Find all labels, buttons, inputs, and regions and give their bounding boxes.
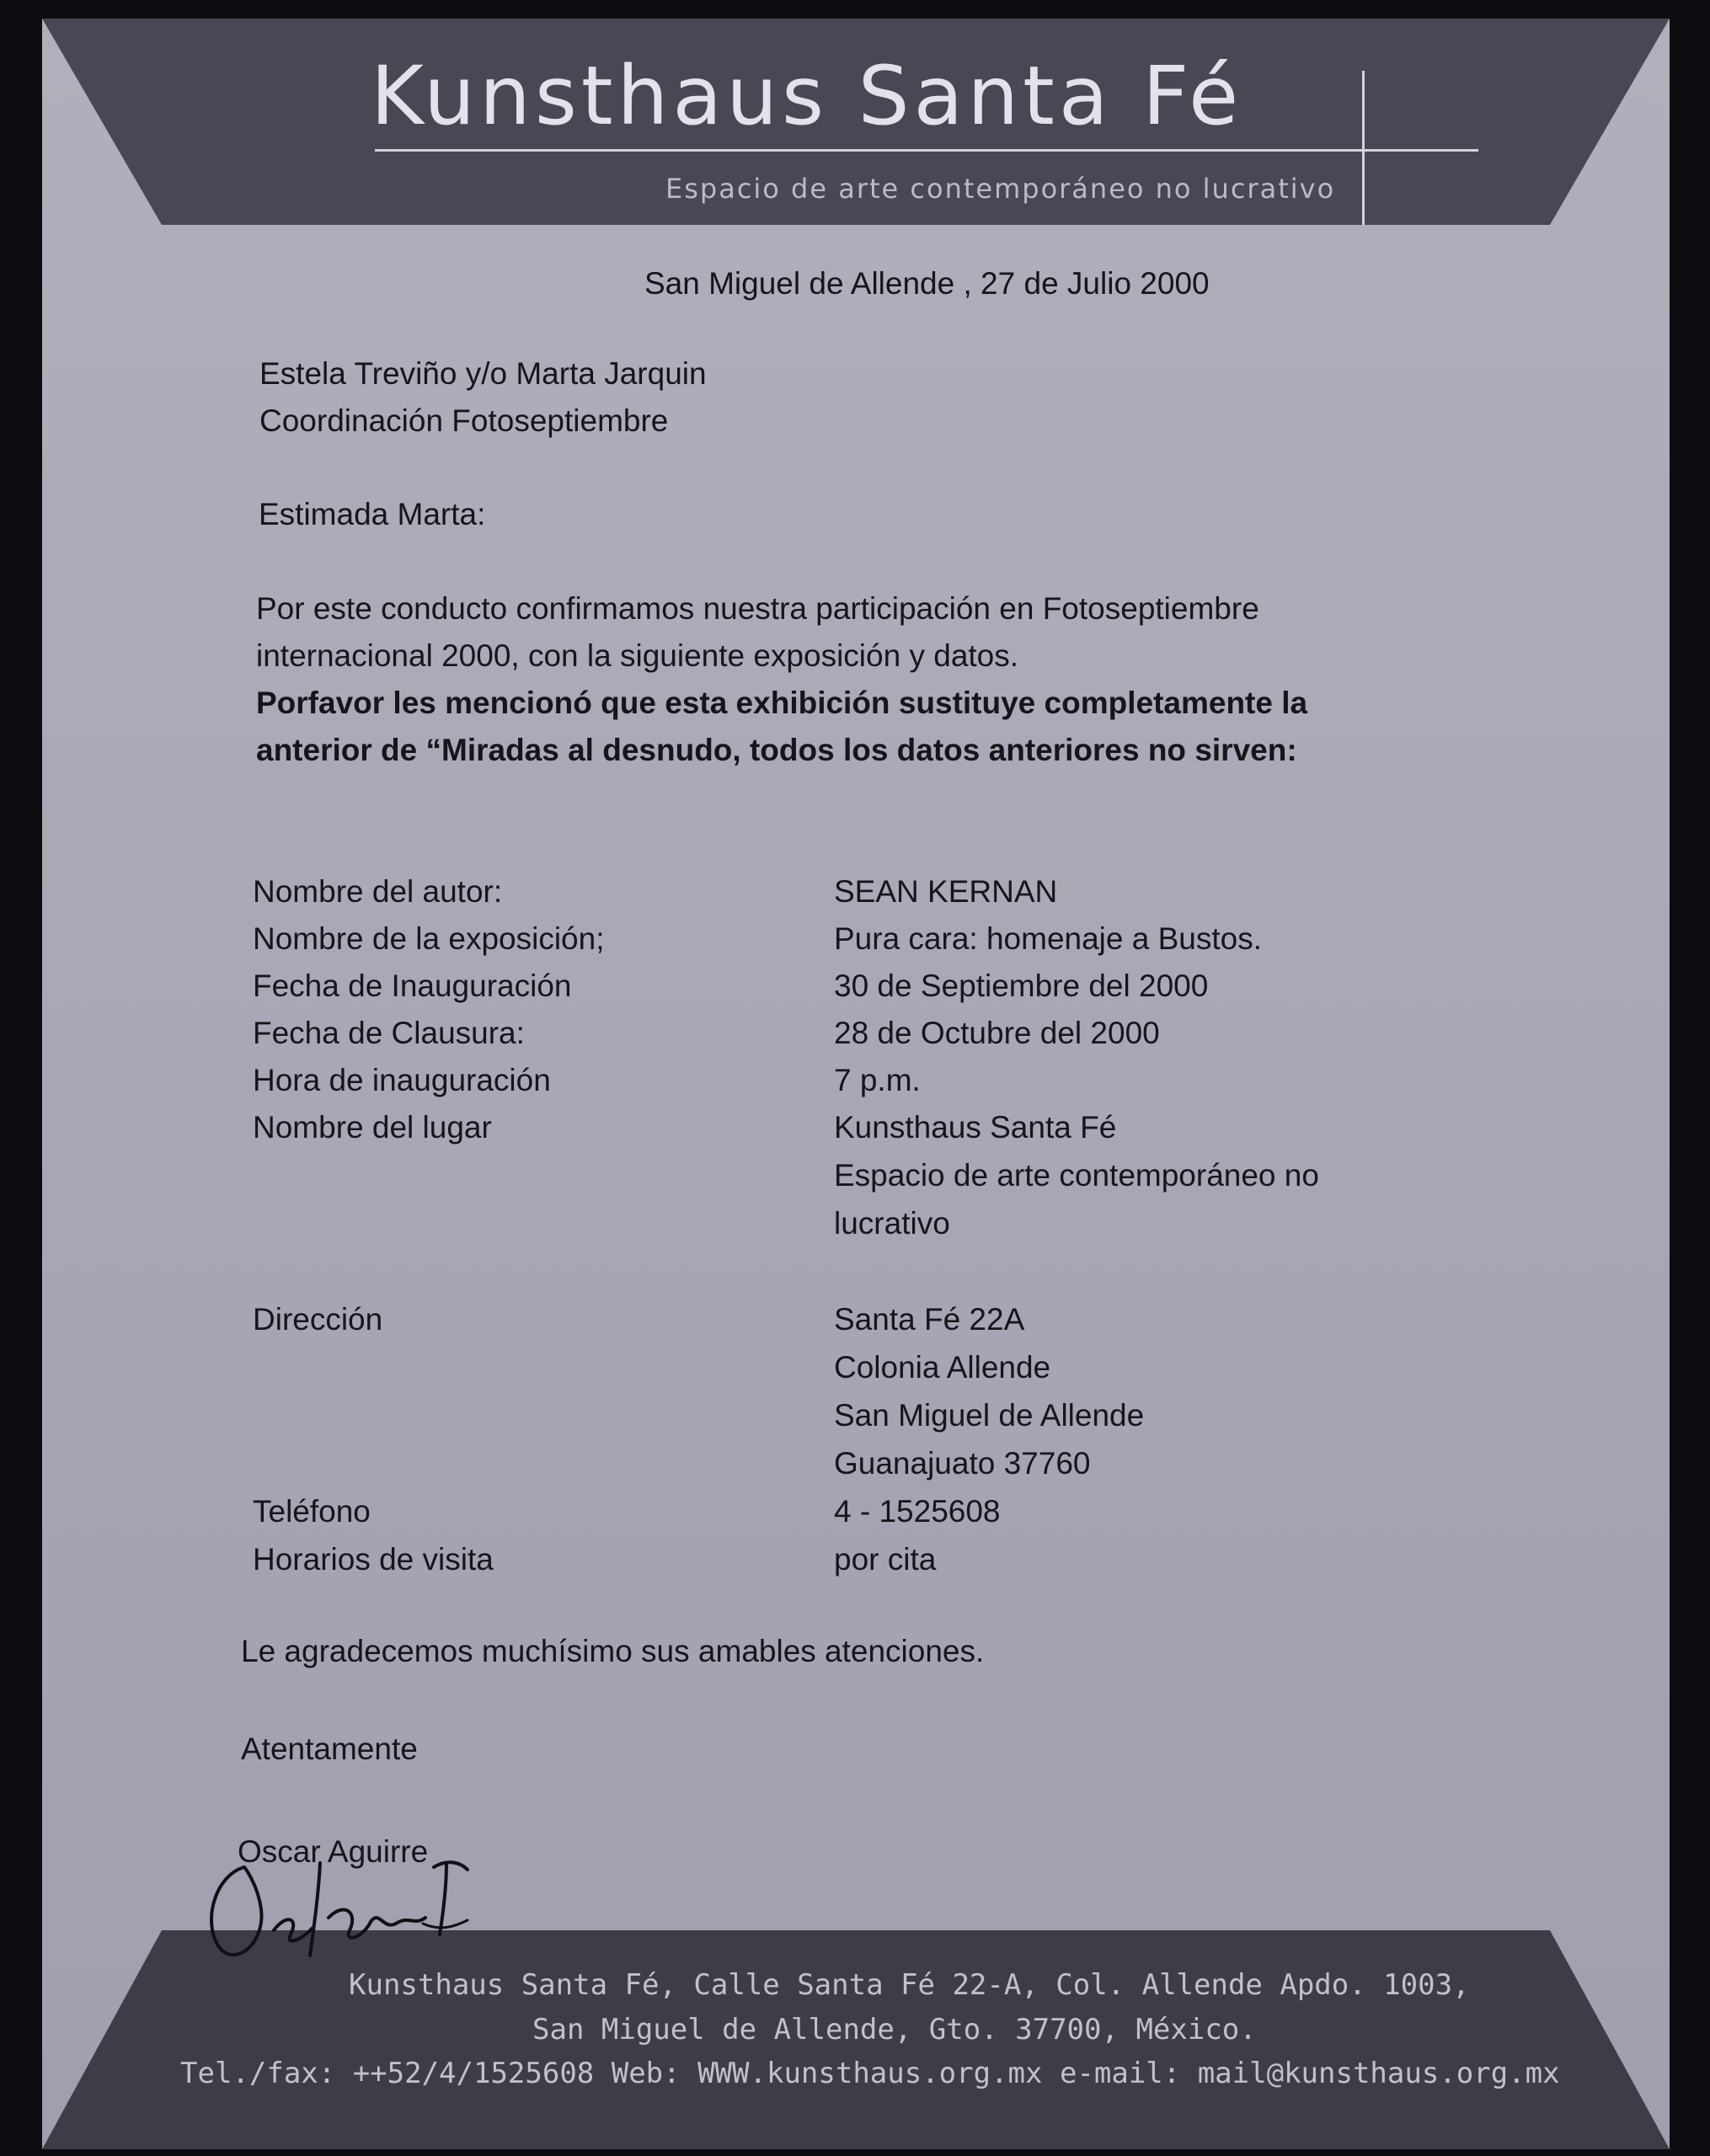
detail-label: Nombre del lugar: [253, 1110, 492, 1145]
handwritten-signature: [194, 1829, 497, 1972]
detail-value: 28 de Octubre del 2000: [834, 1016, 1160, 1050]
detail-value: San Miguel de Allende: [834, 1398, 1145, 1433]
detail-label: Fecha de Inauguración: [253, 969, 572, 1003]
detail-value: 7 p.m.: [834, 1063, 921, 1097]
footer-address-line: San Miguel de Allende, Gto. 37700, México.: [532, 2013, 1257, 2047]
place-date: San Miguel de Allende , 27 de Julio 2000: [644, 266, 1210, 301]
bold-notice-line: Porfavor les mencionó que esta exhibición sustituye completamente la: [256, 686, 1308, 720]
detail-label: Fecha de Clausura:: [253, 1016, 525, 1050]
footer-address-line: Kunsthaus Santa Fé, Calle Santa Fé 22-A, Col. Allende Apdo. 1003,: [349, 1968, 1470, 2002]
recipient-line: Coordinación Fotoseptiembre: [259, 403, 669, 438]
detail-value: Santa Fé 22A: [834, 1302, 1025, 1337]
detail-value: por cita: [834, 1542, 937, 1577]
detail-label: Horarios de visita: [253, 1542, 494, 1577]
letterhead-name: Kunsthaus Santa Fé: [371, 49, 1243, 143]
signer-name: Oscar Aguirre: [238, 1834, 429, 1869]
recipient-line: Estela Treviño y/o Marta Jarquin: [259, 356, 707, 391]
paragraph-line: Por este conducto confirmamos nuestra participación en Fotoseptiembre: [256, 591, 1259, 626]
bold-notice-line: anterior de “Miradas al desnudo, todos los datos anteriores no sirven:: [256, 733, 1297, 767]
detail-value: 30 de Septiembre del 2000: [834, 969, 1209, 1003]
detail-value: 4 - 1525608: [834, 1494, 1001, 1529]
greeting: Estimada Marta:: [259, 497, 486, 531]
footer-contact-line: Tel./fax: ++52/4/1525608 Web: WWW.kunsthaus.org.mx e-mail: mail@kunsthaus.org.mx: [180, 2057, 1560, 2090]
closing-thanks: Le agradecemos muchísimo sus amables atenciones.: [241, 1634, 985, 1668]
detail-value: SEAN KERNAN: [834, 874, 1058, 909]
letterhead-tagline: Espacio de arte contemporáneo no lucrativo: [665, 173, 1336, 205]
detail-label: Nombre del autor:: [253, 874, 503, 909]
detail-value: lucrativo: [834, 1206, 950, 1241]
detail-label: Hora de inauguración: [253, 1063, 551, 1097]
detail-value: Kunsthaus Santa Fé: [834, 1110, 1117, 1145]
detail-value: Espacio de arte contemporáneo no: [834, 1158, 1319, 1193]
detail-value: Colonia Allende: [834, 1350, 1051, 1385]
closing-regards: Atentamente: [241, 1732, 418, 1766]
detail-label: Dirección: [253, 1302, 383, 1337]
detail-value: Pura cara: homenaje a Bustos.: [834, 921, 1263, 956]
paragraph-line: internacional 2000, con la siguiente exposición y datos.: [256, 638, 1019, 673]
detail-value: Guanajuato 37760: [834, 1446, 1091, 1481]
letterhead-vertical-rule: [1362, 71, 1365, 225]
letter-page: [42, 19, 1670, 2149]
letterhead-rule: [375, 149, 1478, 152]
detail-label: Teléfono: [253, 1494, 371, 1529]
detail-label: Nombre de la exposición;: [253, 921, 605, 956]
